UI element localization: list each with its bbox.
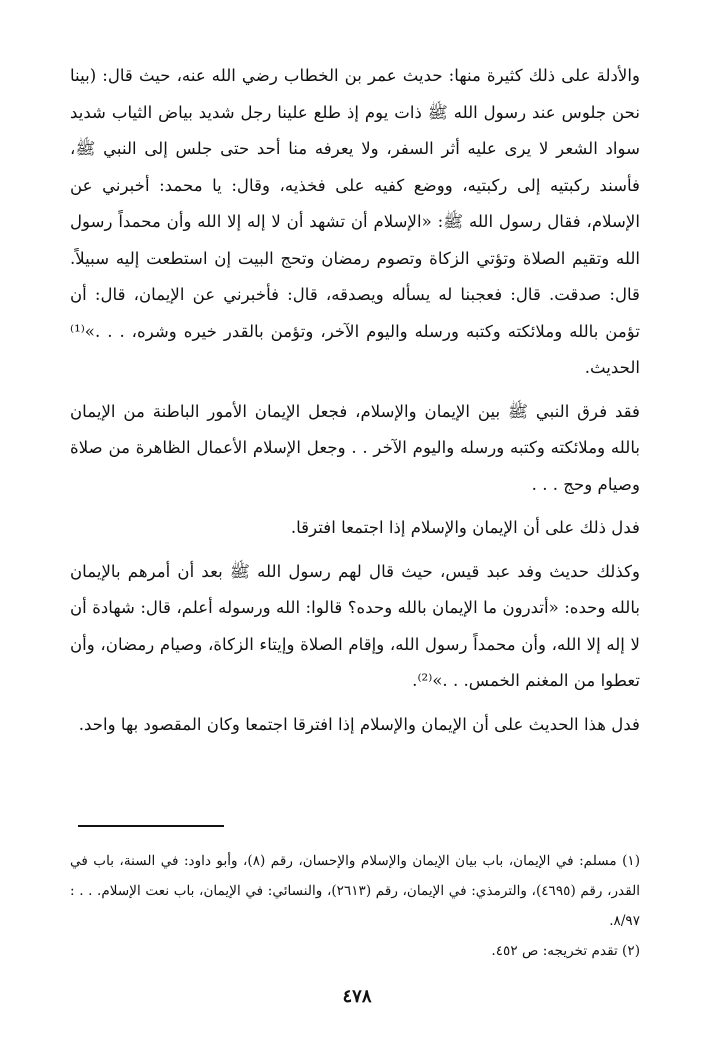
paragraph-evidence-hadith-jibril: والأدلة على ذلك كثيرة منها: حديث عمر بن الخطاب رضي الله عنه، حيث قال: (بينا نحن جلوس عند رسول الله ﷺ ذات يوم إذ طلع علينا رجل شديد بياض الثياب شديد سواد الشعر لا يرى عليه أثر السفر، ولا يعرفه منا أحد حتى جلس إلى النبي ﷺ، فأسند ركبتيه إلى ركبتيه، ووضع كفيه على فخذيه، وقال: يا محمد: أخبرني عن الإسلام، فقال رسول الله ﷺ: «الإسلام أن تشهد أن لا إله إلا الله وأن محمداً رسول الله وتقيم الصلاة وتؤتي الزكاة وتصوم رمضان وتحج البيت إن استطعت إليه سبيلاً. قال: صدقت. قال: فعجبنا له يسأله ويصدقه، قال: فأخبرني عن الإيمان، قال: أن تؤمن بالله وملائكته وكتبه ورسله واليوم الآخر، وتؤمن بالقدر خيره وشره، . . .»⁽¹⁾ الحديث. bbox=[70, 66, 640, 377]
footnote-2: (٢) تقدم تخريجه: ص ٤٥٢. bbox=[491, 943, 640, 959]
paragraph-conclusion-2: فدل هذا الحديث على أن الإيمان والإسلام إذا افترقا اجتمعا وكان المقصود بها واحد. bbox=[78, 714, 640, 734]
footnote-1: (١) مسلم: في الإيمان، باب بيان الإيمان والإسلام والإحسان، رقم (٨)، وأبو داود: في السنة، باب في القدر، رقم (٤٦٩٥)، والترمذي: في الإيمان، رقم (٢٦١٣)، والنسائي: في الإيمان، باب نعت الإسلام. . . : ٨/٩٧. bbox=[70, 853, 640, 929]
paragraph-gap bbox=[70, 547, 640, 554]
main-text bbox=[70, 58, 640, 743]
paragraph-gap bbox=[70, 503, 640, 510]
paragraph-gap bbox=[70, 387, 640, 394]
paragraph-gap bbox=[70, 700, 640, 707]
paragraph-hadith-abd-qays: وكذلك حديث وفد عبد قيس، حيث قال لهم رسول الله ﷺ بعد أن أمرهم بالإيمان بالله وحده: «أتدرون ما الإيمان بالله وحده؟ قالوا: الله ورسوله أعلم، قال: شهادة أن لا إله إلا الله، وأن محمداً رسول الله، وإقام الصلاة وإيتاء الزكاة، وصيام رمضان، وأن تعطوا من المغنم الخمس. . .»⁽²⁾. bbox=[70, 561, 640, 690]
footnote-divider bbox=[78, 825, 224, 827]
footnotes bbox=[70, 846, 640, 966]
page-number: ٤٧٨ bbox=[342, 986, 372, 1007]
paragraph-conclusion-1: فدل ذلك على أن الإيمان والإسلام إذا اجتمعا افترقا. bbox=[290, 518, 640, 537]
paragraph-distinction: فقد فرق النبي ﷺ بين الإيمان والإسلام، فجعل الإيمان الأمور الباطنة من الإيمان بالله وملائكته وكتبه ورسله واليوم الآخر . . وجعل الإسلام الأعمال الظاهرة من صلاة وصيام وحج . . . bbox=[70, 401, 640, 494]
